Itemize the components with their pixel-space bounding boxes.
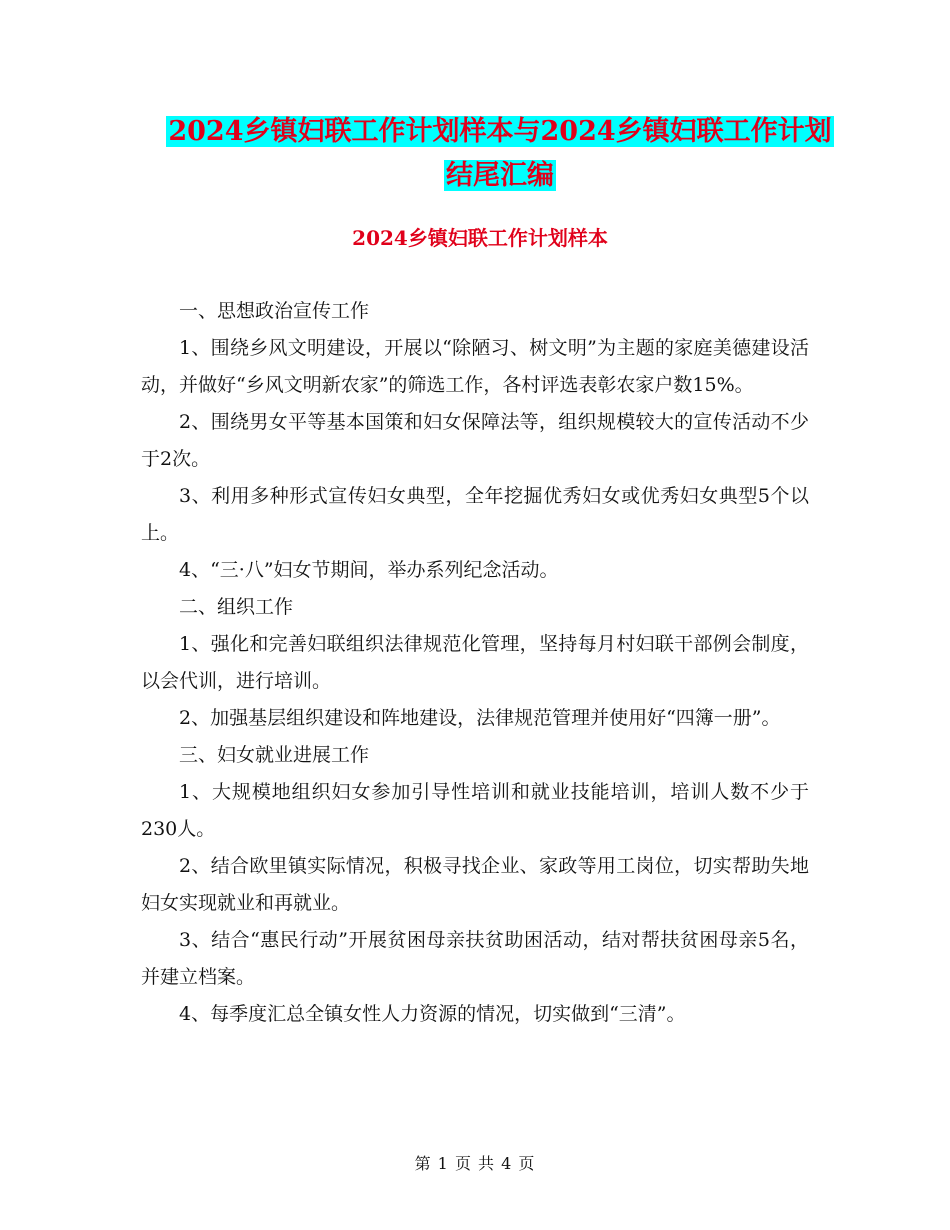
title-line-1: 2024乡镇妇联工作计划样本与2024乡镇妇联工作计划 xyxy=(168,116,832,147)
document-body xyxy=(141,293,809,1033)
paragraph: 4、每季度汇总全镇女性人力资源的情况，切实做到“三清”。 xyxy=(179,1003,686,1025)
paragraph: 2、围绕男女平等基本国策和妇女保障法等，组织规模较大的宣传活动不少于2次。 xyxy=(141,411,809,470)
paragraph: 3、结合“惠民行动”开展贫困母亲扶贫助困活动，结对帮扶贫困母亲5名，并建立档案。 xyxy=(141,929,809,988)
heading-propaganda: 一、思想政治宣传工作 xyxy=(179,300,370,322)
paragraph: 1、强化和完善妇联组织法律规范化管理，坚持每月村妇联干部例会制度，以会代训，进行培训。 xyxy=(141,633,809,692)
section-title: 2024乡镇妇联工作计划样本 xyxy=(352,226,608,250)
paragraph: 2、加强基层组织建设和阵地建设，法律规范管理并使用好“四簿一册”。 xyxy=(179,707,781,729)
document-title xyxy=(140,110,860,198)
paragraph: 1、大规模地组织妇女参加引导性培训和就业技能培训，培训人数不少于230人。 xyxy=(141,781,809,840)
paragraph: 4、“三·八”妇女节期间，举办系列纪念活动。 xyxy=(179,559,559,581)
paragraph: 1、围绕乡风文明建设，开展以“除陋习、树文明”为主题的家庭美德建设活动，并做好“乡风文明新农家”的筛选工作，各村评选表彰农家户数15%。 xyxy=(141,337,809,396)
heading-employment: 三、妇女就业进展工作 xyxy=(179,744,370,766)
heading-organization: 二、组织工作 xyxy=(179,596,294,618)
page-footer: 第 1 页 共 4 页 xyxy=(414,1154,536,1173)
paragraph: 3、利用多种形式宣传妇女典型，全年挖掘优秀妇女或优秀妇女典型5个以上。 xyxy=(141,485,809,544)
title-line-2: 结尾汇编 xyxy=(446,160,554,191)
paragraph: 2、结合欧里镇实际情况，积极寻找企业、家政等用工岗位，切实帮助失地妇女实现就业和再就业。 xyxy=(141,855,809,914)
